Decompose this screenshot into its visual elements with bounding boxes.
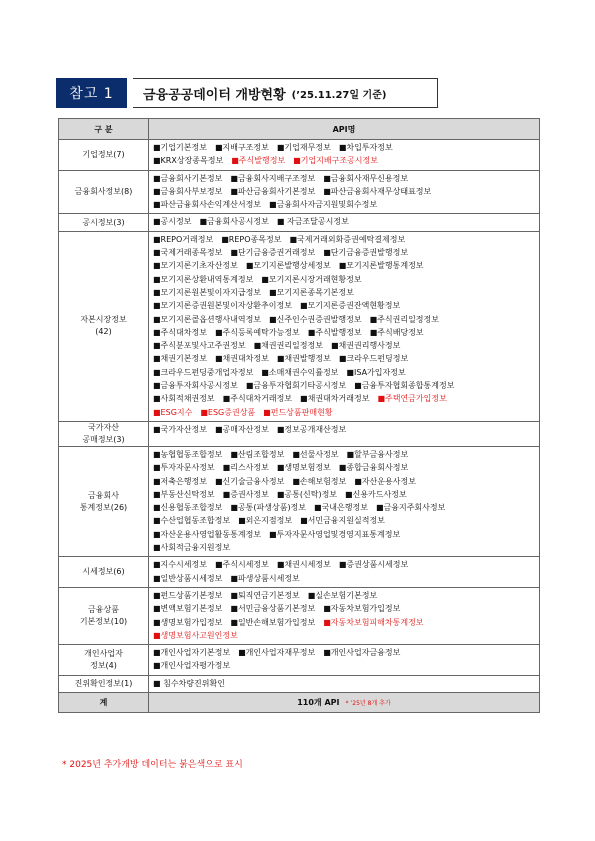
- api-item-new: ■주식발행정보: [231, 156, 286, 166]
- page-title: 금융공공데이터 개방현황: [143, 87, 286, 103]
- api-line: [153, 141, 535, 154]
- api-item: ■주식분포및사고주권정보: [153, 341, 246, 351]
- api-item: ■크라우드펀딩중개업자정보: [153, 367, 254, 377]
- api-item: ■채권대차정보: [214, 354, 269, 364]
- category-label: 개인사업자: [84, 648, 123, 658]
- total-label: 계: [59, 692, 149, 712]
- footnote: * 2025년 추가개방 데이터는 붉은색으로 표시: [62, 760, 243, 770]
- api-line: [153, 185, 535, 198]
- category-cell: [59, 231, 149, 421]
- api-item: ■신주인수권증권발행정보: [269, 314, 362, 324]
- api-item-new: ■생명보험사고원인정보: [153, 630, 238, 640]
- api-item: ■파생상품시세정보: [230, 573, 300, 583]
- api-item: ■신용카드사정보: [345, 489, 407, 499]
- api-item: ■모기지론종목기본정보: [269, 287, 354, 297]
- api-line: [153, 423, 535, 436]
- api-line: [153, 629, 535, 642]
- api-line: [153, 461, 535, 474]
- category-label: 국가자산: [88, 422, 119, 432]
- api-item: ■공통(신탁)정보: [276, 489, 338, 499]
- api-line: [153, 392, 535, 405]
- api-item: ■채권대차거래정보: [300, 394, 370, 404]
- api-item: ■채권권리일정정보: [253, 341, 323, 351]
- api-item: ■소매채권수익률정보: [261, 367, 339, 377]
- api-item: ■부동산신탁정보: [153, 489, 215, 499]
- api-item: ■일반손해보험가입정보: [230, 617, 316, 627]
- api-item: ■모기지론상환내역통계정보: [153, 274, 254, 284]
- api-item: ■손해보험정보: [292, 476, 347, 486]
- api-item: ■금융지주회사정보: [375, 503, 446, 513]
- api-item: ■금융회사자금지원및회수정보: [269, 200, 378, 210]
- api-line: [153, 246, 535, 259]
- api-item: ■금융투자회사공시정보: [153, 381, 238, 391]
- api-item: ■신용협동조합정보: [153, 503, 223, 513]
- api-item: ■금융회사기본정보: [153, 173, 223, 183]
- api-item: ■국제거래외화증권예탁결제정보: [289, 234, 406, 244]
- api-line: [153, 352, 535, 365]
- category-label: 정보(4): [90, 660, 117, 670]
- api-line: [153, 259, 535, 272]
- api-list-cell: [149, 557, 540, 588]
- total-row: [59, 692, 540, 712]
- api-line: [153, 514, 535, 527]
- category-cell: [59, 645, 149, 676]
- api-item: ■파산금융회사손익계산서정보: [153, 200, 262, 210]
- api-list-cell: [149, 140, 540, 171]
- category-cell: [59, 421, 149, 446]
- api-item: ■지배구조정보: [214, 143, 269, 152]
- api-item: ■공매자산정보: [214, 424, 269, 434]
- api-item: ■지수시세정보: [153, 560, 207, 570]
- api-item: ■국제거래종목정보: [153, 248, 223, 258]
- api-item: ■주식대차거래정보: [222, 394, 293, 404]
- api-item: ■주식시세정보: [214, 560, 269, 570]
- category-label: 금융상품: [88, 605, 119, 614]
- api-item: ■ 침수차량진위확인: [153, 678, 225, 688]
- api-line: [153, 448, 535, 461]
- api-list-cell: [149, 231, 540, 421]
- api-item: ■금융회사공시정보: [199, 217, 269, 227]
- api-line: [153, 589, 535, 602]
- api-item: ■정보공개재산정보: [276, 424, 347, 434]
- api-item: ■개인사업자금융정보: [323, 648, 401, 658]
- api-item: ■모기지론발행상세정보: [245, 261, 331, 271]
- api-item: ■국가자산정보: [153, 424, 207, 434]
- api-item: ■일반상품시세정보: [153, 573, 223, 583]
- api-line: [153, 616, 535, 629]
- api-item: ■모기지론발행통계정보: [338, 261, 424, 271]
- category-cell: [59, 446, 149, 556]
- api-item: ■할부금융사정보: [346, 449, 409, 459]
- api-item: ■ 자금조달공시정보: [276, 217, 349, 227]
- category-label: 공매정보(3): [82, 434, 125, 444]
- api-item-new: ■펀드상품판매현황: [263, 407, 333, 417]
- api-item: ■기업재무정보: [276, 143, 331, 152]
- category-label: 진위확인정보(1): [74, 678, 133, 688]
- api-item: ■주식등록예탁가능정보: [214, 327, 300, 337]
- category-label: 자본시장정보: [80, 315, 127, 325]
- api-item: ■종합금융회사정보: [338, 463, 409, 473]
- api-item: ■파산금융회사재무상태표정보: [323, 186, 432, 196]
- api-line: [153, 172, 535, 185]
- api-item: ■변액보험기본정보: [153, 604, 223, 614]
- api-item: ■채권기본정보: [153, 354, 207, 364]
- table-row: [59, 214, 540, 231]
- api-line: [153, 475, 535, 488]
- reference-badge: 참고 1: [56, 78, 127, 108]
- table-row: [59, 140, 540, 171]
- api-item-new: ■ESG증권상품: [200, 407, 256, 417]
- category-label: 금융회사: [88, 490, 119, 500]
- api-item: ■산림조합정보: [230, 449, 285, 459]
- category-label: 금융회사정보(8): [74, 187, 133, 197]
- api-item: ■파산금융회사기본정보: [230, 186, 316, 196]
- api-line: [153, 659, 535, 672]
- api-item: ■KRX상장종목정보: [153, 156, 224, 166]
- api-item: ■주식배당정보: [369, 327, 424, 337]
- api-line: [153, 572, 535, 585]
- api-line: [153, 215, 535, 228]
- api-line: [153, 273, 535, 286]
- table-row: [59, 645, 540, 676]
- api-item: ■주식대차정보: [153, 327, 207, 337]
- api-line: [153, 501, 535, 514]
- api-item: ■주식권리일정정보: [369, 314, 439, 324]
- api-item: ■크라우드펀딩정보: [338, 354, 409, 364]
- api-item: ■투자자문사영업및경영지표통계정보: [269, 529, 401, 539]
- api-item: ■모기지론증권잔액현황정보: [299, 301, 401, 311]
- api-list-cell: [149, 645, 540, 676]
- total-note: * ’25년 8개 추가: [345, 699, 391, 707]
- api-list-cell: [149, 587, 540, 644]
- api-line: [153, 528, 535, 541]
- api-line: [153, 366, 535, 379]
- api-item: ■금융회사지배구조정보: [230, 173, 316, 183]
- total-value: 110개 API: [297, 697, 340, 707]
- api-list-cell: [149, 675, 540, 692]
- api-line: [153, 677, 535, 690]
- section-header: [56, 78, 438, 108]
- table-header-row: [59, 119, 540, 140]
- category-cell: [59, 170, 149, 214]
- api-item: ■퇴직연금기본정보: [230, 590, 300, 600]
- api-item: ■신기술금융사정보: [214, 476, 285, 486]
- api-item: ■증권사정보: [222, 489, 269, 499]
- api-line: [153, 488, 535, 501]
- api-item: ■서민금융상품기본정보: [230, 604, 316, 614]
- api-list-cell: [149, 421, 540, 446]
- api-line: [153, 326, 535, 339]
- api-item: ■국내은행정보: [314, 503, 368, 513]
- category-cell: [59, 587, 149, 644]
- api-line: [153, 406, 535, 419]
- api-item: ■채권시세정보: [276, 560, 331, 570]
- api-item: ■모기지론기초자산정보: [153, 261, 238, 271]
- api-item: ■기업기본정보: [153, 143, 207, 152]
- api-item: ■선물사정보: [292, 449, 339, 459]
- category-cell: [59, 675, 149, 692]
- api-item-new: ■자동차보험피해차통계정보: [323, 617, 424, 627]
- table-row: [59, 231, 540, 421]
- table-row: [59, 170, 540, 214]
- api-item: ■모기지론시장거래현황정보: [261, 274, 362, 284]
- api-item: ■ISA가입자정보: [346, 367, 406, 377]
- api-item: ■단기금융증권거래정보: [230, 248, 316, 258]
- api-item: ■채권권리행사정보: [330, 341, 401, 351]
- api-line: [153, 558, 535, 571]
- column-header-category: 구 분: [59, 119, 149, 140]
- table-row: [59, 587, 540, 644]
- api-line: [153, 198, 535, 211]
- api-item: ■모기지론원본및이자지급정보: [153, 287, 262, 297]
- api-item-new: ■기업지배구조공시정보: [293, 156, 378, 166]
- api-item: ■자산운용사영업활동통계정보: [153, 529, 262, 539]
- api-item: ■생명보험정보: [276, 463, 331, 473]
- api-item: ■모기지론콜옵션행사내역정보: [153, 314, 262, 324]
- api-item: ■사회적채권정보: [153, 394, 215, 404]
- api-item: ■개인사업자재무정보: [238, 648, 316, 658]
- header-title-box: [133, 78, 438, 108]
- api-line: [153, 379, 535, 392]
- api-item: ■채권발행정보: [276, 354, 331, 364]
- category-label: 시세정보(6): [82, 567, 125, 577]
- total-cell: [149, 692, 540, 712]
- table-row: [59, 421, 540, 446]
- api-item: ■농협협동조합정보: [153, 449, 223, 459]
- api-line: [153, 233, 535, 246]
- table-body: [59, 140, 540, 693]
- page-subtitle: (’25.11.27일 기준): [291, 89, 387, 101]
- api-list-cell: [149, 170, 540, 214]
- category-label: 통계정보(26): [79, 502, 128, 512]
- api-item: ■주식발행정보: [307, 327, 362, 337]
- category-label: (42): [95, 327, 112, 337]
- api-list-cell: [149, 214, 540, 231]
- api-line: [153, 313, 535, 326]
- api-item-new: ■주택연금가입정보: [377, 394, 447, 404]
- api-line: [153, 299, 535, 312]
- api-item: ■금융투자협회기타공시정보: [245, 381, 347, 391]
- api-item: ■REPO거래정보: [153, 234, 214, 244]
- api-item: ■자동차보험가입정보: [323, 604, 401, 614]
- api-item: ■차입투자정보: [338, 143, 393, 152]
- api-item: ■금융투자협회종합통계정보: [354, 381, 455, 391]
- api-item: ■저축은행정보: [153, 476, 207, 486]
- api-item: ■리스사정보: [222, 463, 269, 473]
- api-item: ■사회적금융지원정보: [153, 543, 231, 553]
- category-cell: [59, 140, 149, 171]
- table-row: [59, 446, 540, 556]
- api-item: ■단기금융증권발행정보: [323, 248, 409, 258]
- api-item-new: ■ESG지수: [153, 407, 193, 417]
- api-item: ■펀드상품기본정보: [153, 590, 223, 600]
- category-cell: [59, 557, 149, 588]
- api-item: ■자산운용사정보: [354, 476, 416, 486]
- api-item: ■금융회사재무신용정보: [323, 173, 409, 183]
- api-item: ■개인사업자평가정보: [153, 661, 231, 671]
- category-label: 기본정보(10): [79, 617, 128, 626]
- api-list-cell: [149, 446, 540, 556]
- category-label: 공시정보(3): [82, 217, 125, 227]
- api-item: ■금융회사부보정보: [153, 186, 223, 196]
- category-label: 기업정보(7): [82, 149, 125, 159]
- table-row: [59, 675, 540, 692]
- api-item: ■모기지론증권원본및이자상환추이정보: [153, 301, 292, 311]
- api-item: ■외은지점정보: [238, 516, 293, 526]
- api-item: ■REPO종목정보: [221, 234, 282, 244]
- api-table: [58, 118, 540, 713]
- api-item: ■생명보험가입정보: [153, 617, 223, 627]
- api-item: ■실손보험기본정보: [307, 590, 378, 600]
- api-item: ■증권상품시세정보: [338, 560, 409, 570]
- api-line: [153, 339, 535, 352]
- api-item: ■서민금융지원실적정보: [300, 516, 385, 526]
- api-line: [153, 154, 535, 167]
- api-item: ■공시정보: [153, 217, 192, 227]
- api-item: ■수산업협동조합정보: [153, 516, 231, 526]
- api-line: [153, 646, 535, 659]
- column-header-api: API명: [149, 119, 540, 140]
- api-item: ■공통(파생상품)정보: [230, 503, 307, 513]
- api-item: ■투자자문사정보: [153, 463, 215, 473]
- category-cell: [59, 214, 149, 231]
- api-line: [153, 541, 535, 554]
- api-line: [153, 602, 535, 615]
- api-item: ■개인사업자기본정보: [153, 648, 231, 658]
- api-line: [153, 286, 535, 299]
- table-row: [59, 557, 540, 588]
